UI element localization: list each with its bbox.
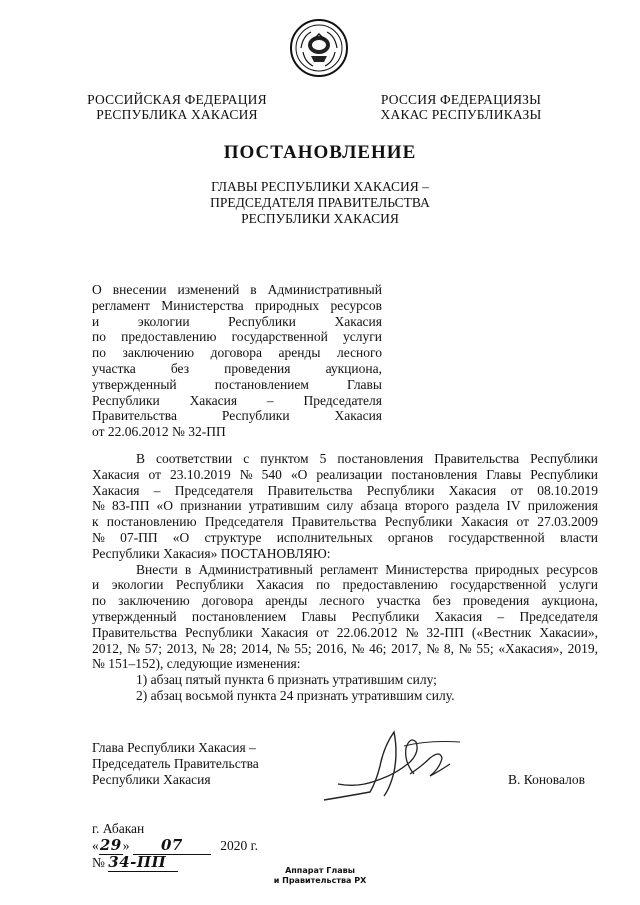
word: Главы xyxy=(347,376,382,392)
word: Хакасия xyxy=(334,408,382,424)
word: абзаца xyxy=(360,498,398,514)
word: Министерства xyxy=(161,297,244,313)
coat-of-arms-emblem-icon xyxy=(289,18,349,78)
word: постановления xyxy=(391,466,478,482)
word: 540 xyxy=(261,466,282,482)
date-year: 2020 г. xyxy=(220,838,259,853)
paragraph-line xyxy=(92,593,598,609)
word: «О xyxy=(290,466,308,482)
word: регламент xyxy=(320,561,379,577)
word: без xyxy=(170,360,190,376)
word: природных xyxy=(474,561,540,577)
word: реализации xyxy=(316,466,383,482)
change-item: 2) абзац восьмой пункта 24 признать утратившим силу. xyxy=(136,687,455,703)
word: IV xyxy=(506,498,521,514)
word: № xyxy=(276,640,290,656)
position-line: Председатель Правительства xyxy=(92,756,259,771)
paragraph-line xyxy=(92,483,598,499)
word: 08.10.2019 xyxy=(537,482,598,498)
word: 27.03.2009 xyxy=(537,514,598,530)
word: Республики xyxy=(228,313,296,329)
word: в xyxy=(250,282,257,297)
document-number xyxy=(92,853,178,872)
word: участка xyxy=(376,593,421,609)
word: «О xyxy=(172,529,190,545)
paragraph-line xyxy=(92,530,598,546)
word: заключению xyxy=(122,345,195,361)
word: и xyxy=(92,577,100,593)
word: лесного xyxy=(319,593,365,609)
number-prefix: № xyxy=(92,855,105,870)
subject-line xyxy=(92,282,382,298)
word: – xyxy=(497,608,505,624)
word: Хакасия xyxy=(92,466,140,482)
document-title: ПОСТАНОВЛЕНИЕ xyxy=(223,142,417,163)
word: Республики xyxy=(175,577,244,593)
word: («Вестник xyxy=(471,624,532,640)
subject-line xyxy=(92,345,382,361)
word: Председателя xyxy=(303,392,382,408)
word: 8, xyxy=(443,640,455,656)
word: в xyxy=(184,561,192,577)
date-open-quote: « xyxy=(92,838,99,853)
word: предоставлению xyxy=(121,329,217,345)
paragraph-line xyxy=(92,562,598,578)
word: соответствии xyxy=(156,451,233,466)
word: 83-ПП xyxy=(111,498,150,514)
word: ресурсов xyxy=(546,561,598,577)
word: Внести xyxy=(136,561,178,577)
position-line: Глава Республики Хакасия – xyxy=(92,740,256,755)
word: О xyxy=(92,282,102,297)
word: Хакасия xyxy=(260,624,309,640)
word: силу xyxy=(326,498,354,514)
word: № xyxy=(405,624,419,640)
subtitle-line: ГЛАВЫ РЕСПУБЛИКИ ХАКАСИЯ – xyxy=(211,179,429,194)
subject-line xyxy=(92,329,382,345)
word: экологии xyxy=(137,313,190,329)
word: структуре xyxy=(204,529,262,545)
word: раздела xyxy=(455,498,500,514)
word: утвержденный xyxy=(92,376,177,392)
word: Министерства xyxy=(385,561,468,577)
word: аренды xyxy=(265,593,308,609)
word: № xyxy=(426,640,440,656)
word: аренды xyxy=(278,345,321,361)
word: № xyxy=(92,529,105,545)
word: проведения xyxy=(463,593,530,609)
word: изменений xyxy=(177,282,240,297)
word: власти xyxy=(559,529,598,545)
word: утратившим xyxy=(248,498,320,514)
word: – xyxy=(266,392,274,408)
word: Республики xyxy=(366,482,435,498)
word: по xyxy=(316,577,331,593)
word: Республики xyxy=(184,624,253,640)
word: постановлением xyxy=(191,608,287,624)
paragraph-line xyxy=(92,514,598,530)
word: Хакасия xyxy=(434,608,483,624)
place-of-issue: г. Абакан xyxy=(92,821,145,836)
header-right-line: РОССИЯ ФЕДЕРАЦИЯЗЫ xyxy=(380,92,542,107)
header-right-line: ХАКАС РЕСПУБЛИКАЗЫ xyxy=(380,107,542,122)
word: исполнительных xyxy=(276,529,373,545)
word: заключению xyxy=(118,593,190,609)
word: регламент xyxy=(92,297,150,313)
word: Административный xyxy=(267,282,382,297)
word: предоставлению xyxy=(342,577,438,593)
word: № xyxy=(458,640,472,656)
subtitle-line: РЕСПУБЛИКИ ХАКАСИЯ xyxy=(241,211,399,226)
word: 23.10.2019 xyxy=(170,466,231,482)
date-month: 07 xyxy=(133,836,211,855)
word: аукциона, xyxy=(541,593,598,609)
word: Республики xyxy=(530,466,598,482)
word: участка xyxy=(92,360,136,376)
word: № xyxy=(201,640,215,656)
word: 2014, xyxy=(241,640,272,656)
word: по xyxy=(92,329,106,345)
paragraph-line xyxy=(92,609,598,625)
word: органов xyxy=(387,529,434,545)
position-line: Республики Хакасия xyxy=(92,772,211,787)
word: Республики xyxy=(92,392,160,408)
word: Республики xyxy=(530,451,598,466)
paragraph-line xyxy=(92,467,598,483)
word: Правительства xyxy=(92,408,177,424)
paragraph-line xyxy=(92,625,598,641)
header-left-line: РОССИЙСКАЯ ФЕДЕРАЦИЯ xyxy=(87,92,267,107)
header-right xyxy=(378,92,544,122)
word: второго xyxy=(404,498,449,514)
word: государственной xyxy=(231,329,328,345)
header-left xyxy=(84,92,270,122)
subject-line xyxy=(92,393,382,409)
word: от xyxy=(316,624,329,640)
word: от xyxy=(516,514,529,530)
word: Хакасии», xyxy=(539,624,598,640)
word: Главы xyxy=(486,466,522,482)
word: Хакасия xyxy=(460,514,509,530)
paragraph-line xyxy=(92,641,598,657)
date-day: 29 xyxy=(99,836,122,854)
signatory-name: В. Коновалов xyxy=(508,772,585,787)
word: к xyxy=(92,514,99,530)
word: услуги xyxy=(342,329,382,345)
document-subtitle xyxy=(0,179,640,227)
word: «О xyxy=(156,498,174,514)
word: Республики xyxy=(384,514,453,530)
word: Председателя xyxy=(204,514,284,530)
word: – xyxy=(153,482,161,498)
word: государственной xyxy=(450,577,547,593)
word: Правительства xyxy=(267,482,353,498)
stamp-line: и Правительства РХ xyxy=(273,876,367,885)
word: № xyxy=(127,640,141,656)
word: внесении xyxy=(112,282,167,297)
word: постановлением xyxy=(214,376,309,392)
word: проведения xyxy=(224,360,291,376)
word: экологии xyxy=(111,577,164,593)
word: 5 xyxy=(319,451,327,466)
word: по xyxy=(92,593,106,609)
word: и xyxy=(92,313,100,329)
subject-line xyxy=(92,298,382,314)
paragraph-line: № 151–152), следующие изменения: xyxy=(92,656,301,672)
word: от xyxy=(510,482,523,498)
word: 46; xyxy=(369,640,387,656)
word: 32-ПП xyxy=(426,624,464,640)
word: 55; xyxy=(476,640,494,656)
word: услуги xyxy=(558,577,598,593)
subtitle-line: ПРЕДСЕДАТЕЛЯ ПРАВИТЕЛЬСТВА xyxy=(210,195,430,210)
word: Административный xyxy=(198,561,313,577)
word: Главы xyxy=(301,608,337,624)
word: договора xyxy=(201,593,254,609)
word: Правительства xyxy=(92,624,177,640)
subject-line xyxy=(92,361,382,377)
word: Правительства xyxy=(291,514,377,530)
header-left-line: РЕСПУБЛИКА ХАКАСИЯ xyxy=(96,107,258,122)
word: 2016, xyxy=(316,640,347,656)
subject-line xyxy=(92,408,382,424)
word: от xyxy=(148,466,161,482)
word: признании xyxy=(180,498,242,514)
date-close-quote: » xyxy=(122,838,130,853)
change-item: 1) абзац пятый пункта 6 признать утратившим силу; xyxy=(136,672,437,688)
word: 55; xyxy=(294,640,312,656)
word: ресурсов xyxy=(330,297,382,313)
word: 2012, xyxy=(92,640,123,656)
word: аукциона, xyxy=(325,360,382,376)
word: природных xyxy=(254,297,320,313)
word: 07-ПП xyxy=(120,529,158,545)
word: 2019, xyxy=(567,640,598,656)
number-value: 34-ПП xyxy=(108,853,178,872)
word: 2017, xyxy=(391,640,422,656)
paragraph-line xyxy=(92,498,598,514)
word: постановлению xyxy=(106,514,197,530)
word: № xyxy=(239,466,253,482)
word: 28; xyxy=(219,640,237,656)
word: В xyxy=(136,451,146,466)
word: Председателя xyxy=(519,608,598,624)
word: Хакасия xyxy=(92,482,140,498)
paragraph-line: Республики Хакасия» ПОСТАНОВЛЯЮ: xyxy=(92,545,331,561)
document-subject xyxy=(92,282,382,440)
word: № xyxy=(92,498,105,514)
word: Хакасия xyxy=(448,482,497,498)
handwritten-signature-icon xyxy=(318,722,498,810)
word: 2013, xyxy=(166,640,198,656)
word: с xyxy=(243,451,250,466)
word: Хакасия xyxy=(334,313,382,329)
office-stamp xyxy=(250,866,390,886)
word: Хакасия xyxy=(189,392,238,408)
word: договора xyxy=(210,345,262,361)
subject-line: от 22.06.2012 № 32-ПП xyxy=(92,424,226,440)
word: без xyxy=(432,593,451,609)
paragraph-line xyxy=(92,451,598,467)
word: «Хакасия», xyxy=(498,640,563,656)
word: Хакасия xyxy=(256,577,304,593)
signatory-position xyxy=(92,740,259,788)
word: постановления xyxy=(337,451,424,466)
word: лесного xyxy=(337,345,382,361)
word: Республики xyxy=(221,408,290,424)
word: 57; xyxy=(144,640,163,656)
word: 22.06.2012 xyxy=(336,624,398,640)
subject-line xyxy=(92,377,382,393)
stamp-line: Аппарат Главы xyxy=(285,866,355,875)
word: № xyxy=(351,640,365,656)
paragraph-line xyxy=(92,577,598,593)
word: приложения xyxy=(527,498,598,514)
word: Председателя xyxy=(174,482,254,498)
document-body xyxy=(92,451,598,704)
subject-line xyxy=(92,314,382,330)
word: утвержденный xyxy=(92,608,177,624)
word: пунктом xyxy=(260,451,309,466)
word: Республики xyxy=(351,608,420,624)
word: по xyxy=(92,345,106,361)
word: государственной xyxy=(448,529,545,545)
word: Правительства xyxy=(434,451,520,466)
